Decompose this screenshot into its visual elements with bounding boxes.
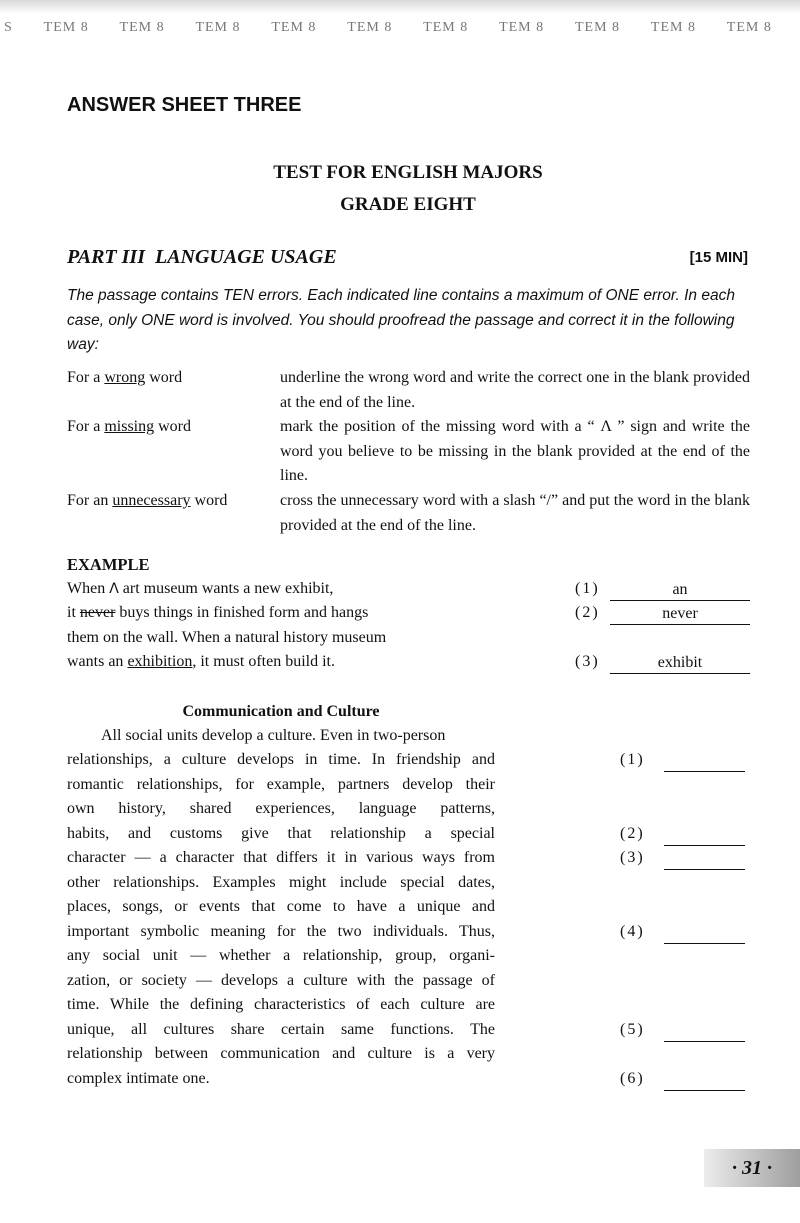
passage-line: any social unit — whether a relationship, group, organi- <box>67 947 495 964</box>
example-answer-number: (1) <box>575 580 600 597</box>
struck-word: never <box>79 604 116 621</box>
header-tag: TEM 8 <box>423 20 469 35</box>
example-answer-blank: an <box>610 580 750 601</box>
answer-number: (3) <box>620 849 645 866</box>
header-tag: TEM 8 <box>119 20 165 35</box>
caret-mark: Λ <box>109 581 119 597</box>
part-time: [15 MIN] <box>689 249 748 266</box>
rule-label: For an unnecessary word <box>67 492 228 509</box>
example-line: When Λ art museum wants a new exhibit, <box>67 580 334 597</box>
sheet-title: ANSWER SHEET THREE <box>67 94 302 116</box>
passage-line: All social units develop a culture. Even in two-person <box>101 727 446 744</box>
page-number-tab <box>704 1149 800 1187</box>
answer-blank-4[interactable] <box>664 923 745 944</box>
passage-line: romantic relationships, for example, partners develop their <box>67 776 495 793</box>
passage-title: Communication and Culture <box>182 703 380 720</box>
passage-line: zation, or society — develops a culture with the passage of <box>67 972 495 989</box>
test-title: TEST FOR ENGLISH MAJORS <box>273 162 543 183</box>
passage-line: time. While the defining characteristics of each culture are <box>67 996 495 1013</box>
passage-line: places, songs, or events that come to have a unique and <box>67 898 495 915</box>
example-heading: EXAMPLE <box>67 555 150 574</box>
answer-blank-1[interactable] <box>664 751 745 772</box>
passage-line: other relationships. Examples might include special dates, <box>67 874 495 891</box>
underlined-word: exhibition <box>127 653 193 670</box>
answer-number: (4) <box>620 923 645 940</box>
rule-label: For a wrong word <box>67 369 183 386</box>
header-tag: TEM 8 <box>43 20 89 35</box>
passage-line: relationship between communication and culture is a very <box>67 1045 495 1062</box>
instructions: The passage contains TEN errors. Each indicated line contains a maximum of ONE error. In each case, only ONE word is involved. You should proofread the passage and correct it in the following way: <box>67 287 735 353</box>
rule-description: underline the wrong word and write the correct one in the blank provided at the end of the line. <box>280 369 750 411</box>
passage-line: character — a character that differs it in various ways from <box>67 849 495 866</box>
example-answer-blank: never <box>610 604 750 625</box>
answer-number: (2) <box>620 825 645 842</box>
header-tag: TEM 8 <box>499 20 545 35</box>
test-subtitle: GRADE EIGHT <box>340 194 476 215</box>
header-tag: TEM 8 <box>347 20 393 35</box>
passage-line: complex intimate one. <box>67 1070 210 1087</box>
header-tag: S <box>4 20 13 35</box>
rule-description: mark the position of the missing word with a “ Λ ” sign and write the word you believe to be missing in the blank provided at the end of the line. <box>280 418 750 484</box>
passage-line: unique, all cultures share certain same functions. The <box>67 1021 495 1038</box>
answer-blank-3[interactable] <box>664 849 745 870</box>
answer-blank-5[interactable] <box>664 1021 745 1042</box>
rule-label: For a missing word <box>67 418 192 435</box>
header-tag: TEM 8 <box>195 20 241 35</box>
header-tag: TEM 8 <box>726 20 772 35</box>
answer-number: (6) <box>620 1070 645 1087</box>
part-title: PART III LANGUAGE USAGE <box>67 246 337 268</box>
passage-line: habits, and customs give that relationship a special <box>67 825 495 842</box>
passage-line: important symbolic meaning for the two individuals. Thus, <box>67 923 495 940</box>
rule-description: cross the unnecessary word with a slash “/” and put the word in the blank provided at the end of the line. <box>280 492 750 534</box>
header-tag: TEM 8 <box>650 20 696 35</box>
answer-blank-2[interactable] <box>664 825 745 846</box>
example-answer-number: (2) <box>575 604 600 621</box>
example-answer-blank: exhibit <box>610 653 750 674</box>
passage-line: relationships, a culture develops in time. In friendship and <box>67 751 495 768</box>
header-tag: TEM 8 <box>271 20 317 35</box>
header-tag: TEM 8 <box>574 20 621 35</box>
example-line: wants an exhibition, it must often build it. <box>67 653 335 670</box>
page-number: · 31 · <box>732 1156 772 1179</box>
header-band <box>0 0 800 48</box>
answer-number: (5) <box>620 1021 645 1038</box>
example-line: it never buys things in finished form and hangs <box>67 604 369 621</box>
passage-line: own history, shared experiences, language patterns, <box>67 800 495 817</box>
example-line: them on the wall. When a natural history museum <box>67 629 387 646</box>
example-answer-number: (3) <box>575 653 600 670</box>
answer-number: (1) <box>620 751 645 768</box>
answer-blank-6[interactable] <box>664 1070 745 1091</box>
